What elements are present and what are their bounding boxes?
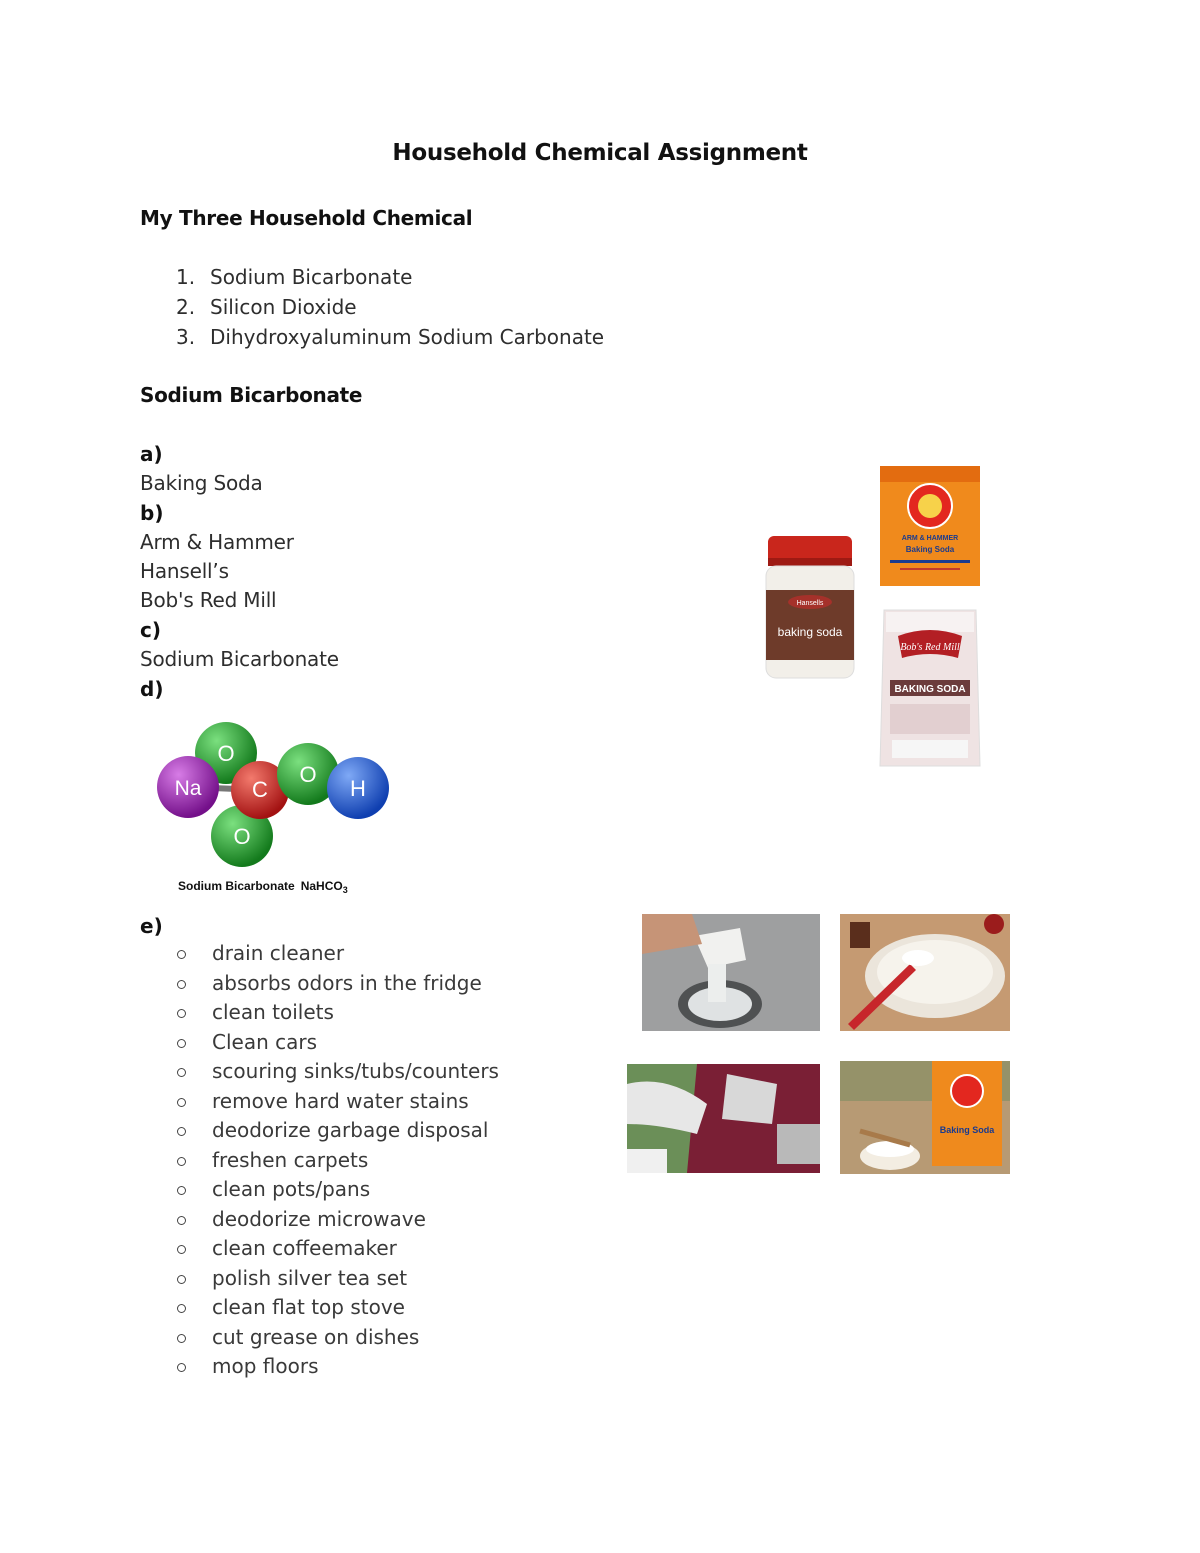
chemical-name: Sodium Bicarbonate [140,647,339,671]
hansells-jar-image [764,536,856,681]
drain-cleaning-photo [642,914,820,1031]
svg-text:baking soda: baking soda [777,625,843,639]
list-item: Clean cars [140,1028,499,1058]
svg-text:C: C [252,777,268,802]
brand-arm-hammer: Arm & Hammer [140,530,294,554]
brand-bobs-red-mill: Bob's Red Mill [140,588,277,612]
car-cleaning-photo [627,1064,820,1173]
svg-text:Bob's Red Mill: Bob's Red Mill [900,642,960,653]
svg-text:H: H [350,776,366,801]
label-c: c) [140,618,161,642]
list-item: remove hard water stains [140,1087,499,1117]
list-item: absorbs odors in the fridge [140,969,499,999]
toothbrush-paste-photo [840,914,1010,1031]
bicarbonate-heading: Sodium Bicarbonate [140,383,363,407]
list-item: deodorize garbage disposal [140,1116,499,1146]
page-title: Household Chemical Assignment [392,140,808,166]
chemical-list [140,262,604,352]
common-name: Baking Soda [140,471,263,495]
svg-text:Baking Soda: Baking Soda [939,1125,995,1135]
svg-text:O: O [217,741,235,766]
list-item: 3. Dihydroxyaluminum Sodium Carbonate [176,325,605,349]
chemicals-heading: My Three Household Chemical [140,206,473,230]
list-item: cut grease on dishes [140,1323,499,1353]
svg-text:Na: Na [174,777,202,800]
label-e: e) [140,914,163,938]
list-item: drain cleaner [140,939,499,969]
list-item: mop floors [140,1352,499,1382]
list-item: clean coffeemaker [140,1234,499,1264]
brand-hansells: Hansell’s [140,559,229,583]
list-item: clean pots/pans [140,1175,499,1205]
list-item: 2. Silicon Dioxide [176,295,357,319]
hydrogen-atom [327,757,389,819]
label-b: b) [140,501,164,525]
bobs-red-mill-bag-image [878,606,982,768]
arm-hammer-box-image [880,466,980,586]
list-item: freshen carpets [140,1146,499,1176]
svg-text:BAKING SODA: BAKING SODA [894,684,966,695]
sodium-atom [157,756,219,818]
list-item: deodorize microwave [140,1205,499,1235]
svg-text:O: O [299,762,317,787]
uses-list [140,939,499,1382]
list-item: clean flat top stove [140,1293,499,1323]
list-item: 1. Sodium Bicarbonate [176,265,413,289]
svg-text:ARM & HAMMER: ARM & HAMMER [901,535,959,542]
molecule-caption: Sodium Bicarbonate NaHCO$_3$ [178,879,348,895]
label-a: a) [140,442,163,466]
svg-text:Baking Soda: Baking Soda [905,545,955,554]
list-item: scouring sinks/tubs/counters [140,1057,499,1087]
list-item: clean toilets [140,998,499,1028]
list-item: polish silver tea set [140,1264,499,1294]
svg-text:O: O [233,824,251,849]
label-d: d) [140,677,164,701]
baking-soda-jar-photo [840,1061,1010,1174]
svg-text:Hansells: Hansells [796,600,824,607]
molecule-diagram [140,710,400,900]
